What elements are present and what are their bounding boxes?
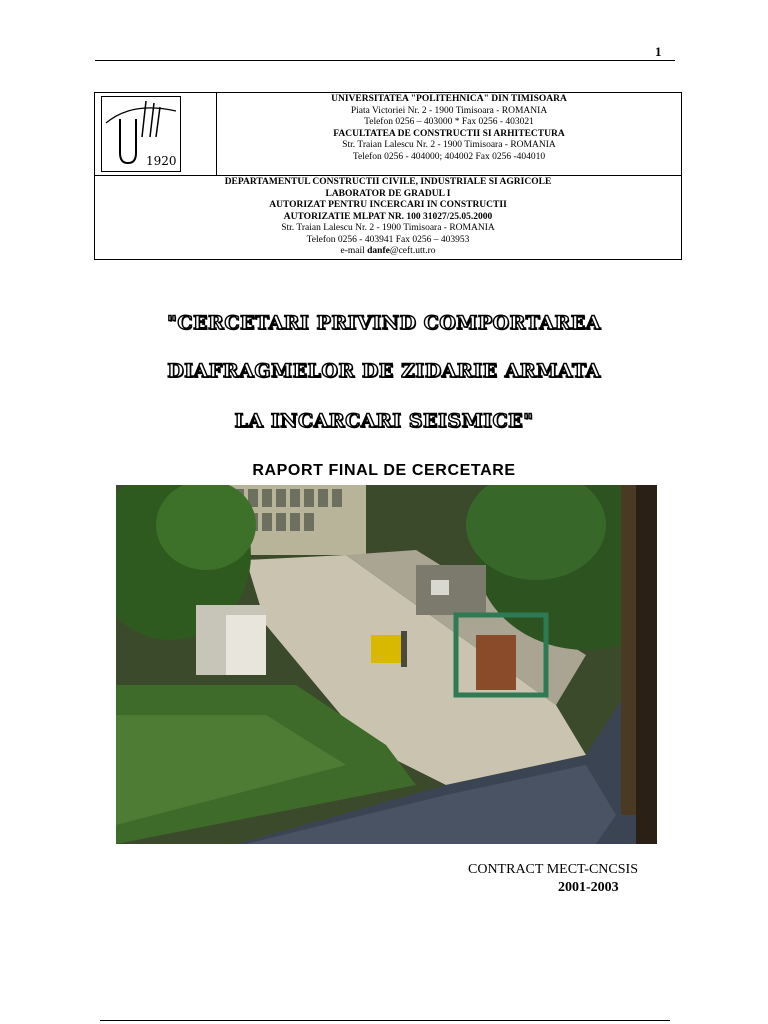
footer-rule — [100, 1020, 670, 1021]
contract-years: 2001-2003 — [558, 880, 619, 895]
laboratory-authorization: AUTORIZAT PENTRU INCERCARI IN CONSTRUCTII — [269, 200, 507, 210]
page-number: 1 — [655, 44, 662, 59]
laboratory-yard-photo — [116, 485, 657, 844]
title-line-1: "CERCETARI PRIVIND COMPORTAREA — [167, 312, 601, 334]
department-address: Str. Traian Lalescu Nr. 2 - 1900 Timisoara - ROMANIA — [281, 223, 495, 233]
university-name: UNIVERSITATEA "POLITEHNICA" DIN TIMISOARA — [331, 94, 567, 104]
title-line-3: LA INCARCARI SEISMICE" — [234, 410, 534, 432]
university-logo — [101, 96, 181, 172]
department-name: DEPARTAMENTUL CONSTRUCTII CIVILE, INDUSTRIALE SI AGRICOLE — [224, 177, 552, 187]
report-subtitle: RAPORT FINAL DE CERCETARE — [252, 462, 516, 479]
laboratory-grade: LABORATOR DE GRADUL I — [325, 188, 451, 199]
title-line-2: DIAFRAGMELOR DE ZIDARIE ARMATA — [167, 360, 601, 382]
university-info — [217, 93, 681, 175]
department-info — [95, 177, 681, 258]
university-phone: Telefon 0256 – 403000 * Fax 0256 - 403021 — [364, 117, 534, 127]
department-email[interactable] — [95, 246, 681, 258]
letterhead-table — [94, 92, 682, 260]
header-rule — [95, 60, 675, 61]
table-divider — [95, 175, 681, 176]
contract-label: CONTRACT MECT-CNCSIS — [468, 862, 638, 877]
logo-year: 1920 — [146, 154, 177, 168]
email-user: danfe — [367, 246, 390, 256]
logo-cell — [95, 93, 217, 175]
email-prefix: e-mail — [340, 246, 368, 256]
faculty-name: FACULTATEA DE CONSTRUCTII SI ARHITECTURA — [333, 128, 565, 139]
faculty-address: Str. Traian Lalescu Nr. 2 - 1900 Timisoara - ROMANIA — [342, 140, 556, 150]
email-domain: @ceft.utt.ro — [389, 246, 436, 256]
faculty-phone: Telefon 0256 - 404000; 404002 Fax 0256 -404010 — [352, 151, 546, 162]
university-address: Piata Victoriei Nr. 2 - 1900 Timisoara - ROMANIA — [350, 105, 548, 116]
department-phone: Telefon 0256 - 403941 Fax 0256 – 403953 — [306, 234, 470, 245]
authorization-number: AUTORIZATIE MLPAT NR. 100 31027/25.05.2000 — [283, 211, 493, 222]
